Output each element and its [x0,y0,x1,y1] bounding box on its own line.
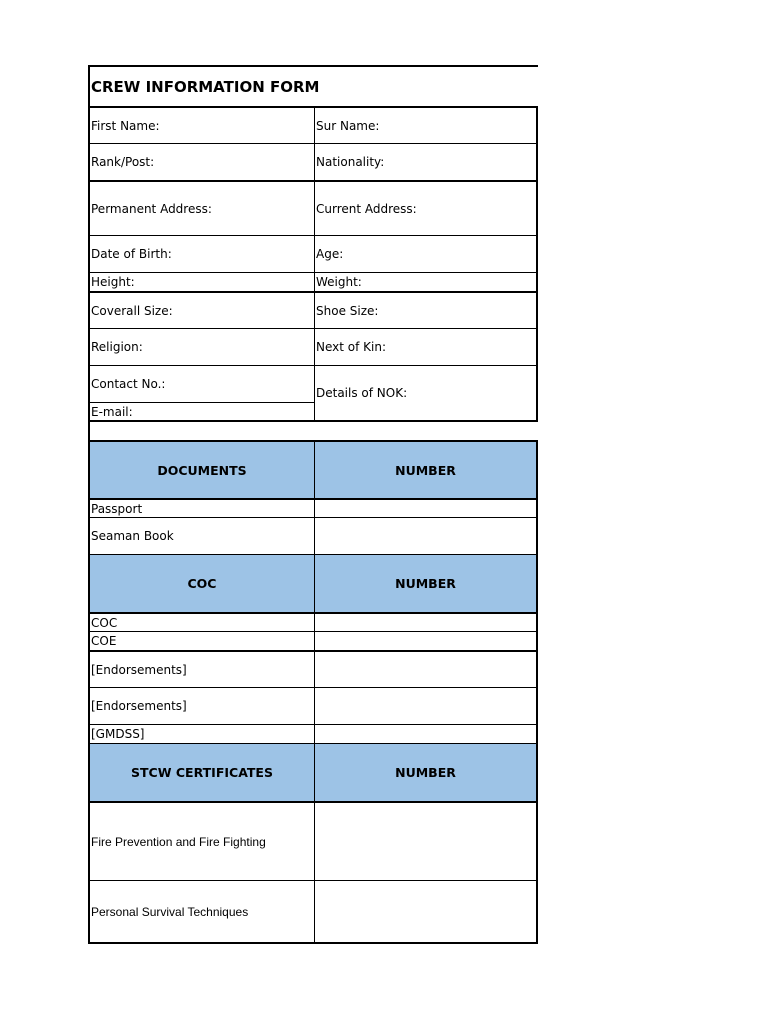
coc-row-endorsement-2 [88,687,538,724]
contact-label: Contact No.: [90,366,314,403]
coc-endorsement-1-label: [Endorsements] [88,652,315,687]
coc-header-row [88,554,538,612]
stcw-survival-label: Personal Survival Techniques [88,881,315,942]
shoe-label: Shoe Size: [315,293,538,328]
row-dob [88,235,538,272]
stcw-fire-number[interactable] [315,803,538,880]
nationality-label: Nationality: [315,144,538,180]
coc-number-header: NUMBER [315,555,538,612]
doc-row-passport [88,498,538,517]
stcw-header-row [88,743,538,801]
coc-gmdss-label: [GMDSS] [88,725,315,743]
current-address-label: Current Address: [315,182,538,235]
coc-coc-number[interactable] [315,614,538,631]
coc-row-coc [88,612,538,631]
age-label: Age: [315,236,538,272]
coc-coc-label: COC [88,614,315,631]
stcw-survival-number[interactable] [315,881,538,942]
coc-endorsement-2-number[interactable] [315,688,538,724]
documents-header: DOCUMENTS [88,442,315,498]
crew-information-form [88,65,538,944]
coc-header: COC [88,555,315,612]
doc-seaman-book-number[interactable] [315,518,538,554]
documents-header-row [88,440,538,498]
email-label: E-mail: [91,404,133,419]
stcw-header: STCW CERTIFICATES [88,744,315,801]
permanent-address-label: Permanent Address: [88,182,315,235]
rank-label: Rank/Post: [88,144,315,180]
coc-endorsement-1-number[interactable] [315,652,538,687]
doc-passport-number[interactable] [315,500,538,517]
row-address [88,180,538,235]
height-label: Height: [88,273,315,291]
coc-coe-label: COE [88,632,315,650]
row-religion [88,328,538,365]
form-title [88,65,538,106]
doc-seaman-book-label: Seaman Book [88,518,315,554]
religion-label: Religion: [88,329,315,365]
contact-column [88,366,315,420]
coc-endorsement-2-label: [Endorsements] [88,688,315,724]
first-name-label: First Name: [88,108,315,143]
dob-label: Date of Birth: [88,236,315,272]
weight-label: Weight: [315,273,538,291]
stcw-row-fire [88,801,538,880]
coc-gmdss-number[interactable] [315,725,538,743]
doc-row-seaman-book [88,517,538,554]
next-of-kin-label: Next of Kin: [315,329,538,365]
stcw-fire-label: Fire Prevention and Fire Fighting [88,803,315,880]
sur-name-label: Sur Name: [315,108,538,143]
row-contact [88,365,538,422]
stcw-row-survival [88,880,538,944]
row-coverall [88,291,538,328]
documents-number-header: NUMBER [315,442,538,498]
coc-row-gmdss [88,724,538,743]
form-title-text: CREW INFORMATION FORM [91,77,320,96]
spacer-row [88,422,538,440]
stcw-number-header: NUMBER [315,744,538,801]
coverall-label: Coverall Size: [88,293,315,328]
coc-coe-number[interactable] [315,632,538,650]
nok-details-label: Details of NOK: [315,366,538,420]
row-height [88,272,538,291]
row-name [88,106,538,143]
doc-passport-label: Passport [88,500,315,517]
coc-row-coe [88,631,538,650]
coc-row-endorsement-1 [88,650,538,687]
row-rank [88,143,538,180]
